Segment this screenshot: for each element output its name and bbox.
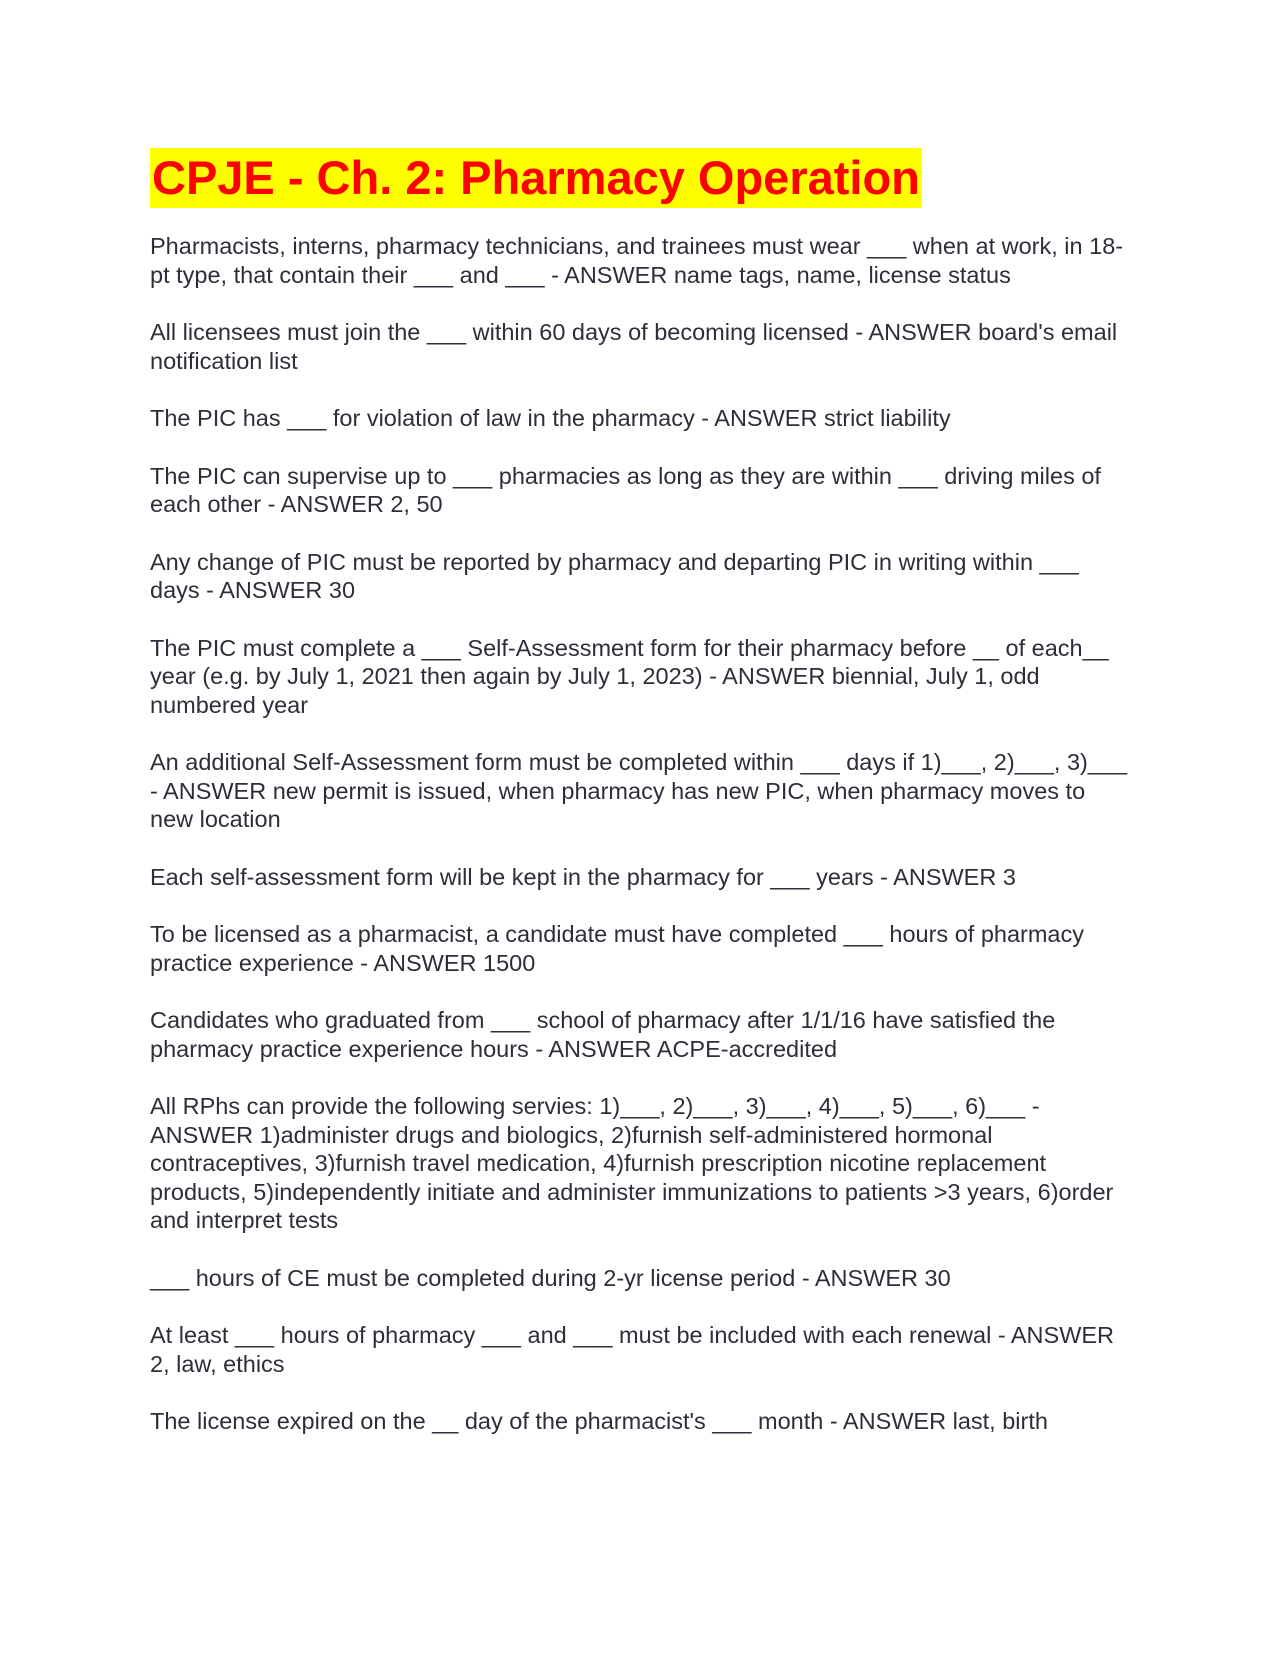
flashcard-item: At least ___ hours of pharmacy ___ and ___ must be included with each renewal - ANSWER 2, law, ethics [150, 1322, 1115, 1377]
flashcard-item: Pharmacists, interns, pharmacy technicians, and trainees must wear ___ when at work, in 18-pt type, that contain their ___ and ___ - ANSWER name tags, name, license status [150, 233, 1124, 288]
flashcard-item: To be licensed as a pharmacist, a candidate must have completed ___ hours of pharmacy practice experience - ANSWER 1500 [150, 921, 1084, 976]
flashcard-item: ___ hours of CE must be completed during 2-yr license period - ANSWER 30 [150, 1264, 951, 1291]
flashcard-list [150, 232, 1130, 1436]
flashcard-item: An additional Self-Assessment form must be completed within ___ days if 1)___, 2)___, 3)___ - ANSWER new permit is issued, when pharmacy has new PIC, when pharmacy moves to new location [150, 749, 1128, 832]
flashcard-item: The license expired on the __ day of the pharmacist's ___ month - ANSWER last, birth [150, 1408, 1048, 1434]
flashcard-item: Candidates who graduated from ___ school of pharmacy after 1/1/16 have satisfied the pharmacy practice experience hours - ANSWER ACPE-accredited [150, 1007, 1056, 1062]
flashcard-item: All RPhs can provide the following servies: 1)___, 2)___, 3)___, 4)___, 5)___, 6)___ - ANSWER 1)administer drugs and biologics, 2)furnish self-administered hormonal contraceptives, 3)furnish travel medication, 4)furnish prescription nicotine replacement products, 5)independently initiate and administer immunizations to patients >3 years, 6)order and interpret tests [150, 1093, 1114, 1233]
flashcard-item: The PIC can supervise up to ___ pharmacies as long as they are within ___ driving miles of each other - ANSWER 2, 50 [150, 462, 1101, 517]
document-title: CPJE - Ch. 2: Pharmacy Operation [150, 148, 922, 208]
flashcard-item: Any change of PIC must be reported by pharmacy and departing PIC in writing within ___ days - ANSWER 30 [150, 548, 1079, 603]
flashcard-item: The PIC has ___ for violation of law in the pharmacy - ANSWER strict liability [150, 405, 951, 431]
flashcard-item: All licensees must join the ___ within 60 days of becoming licensed - ANSWER board's email notification list [150, 319, 1118, 374]
flashcard-item: The PIC must complete a ___ Self-Assessment form for their pharmacy before __ of each__ year (e.g. by July 1, 2021 then again by July 1, 2023) - ANSWER biennial, July 1, odd numbered year [150, 634, 1109, 718]
document-page [150, 148, 1130, 1465]
flashcard-item: Each self-assessment form will be kept in the pharmacy for ___ years - ANSWER 3 [150, 863, 1016, 890]
